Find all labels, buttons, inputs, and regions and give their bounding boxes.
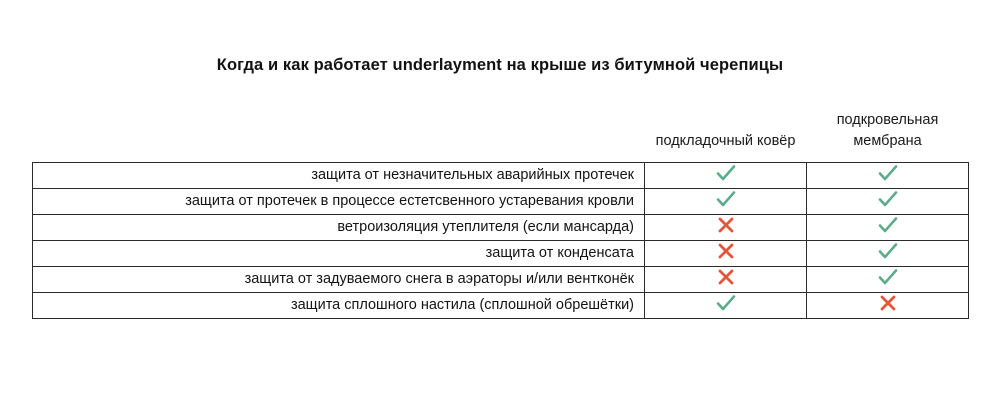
- cell-underlay-carpet: [645, 293, 807, 319]
- table-row: [33, 163, 969, 189]
- cell-underroof-membrane: [807, 267, 969, 293]
- cell-underlay-carpet: [645, 163, 807, 189]
- cross-mark-icon: [879, 294, 897, 312]
- cell-underlay-carpet: [645, 267, 807, 293]
- check-mark-icon: [716, 190, 736, 208]
- cell-underroof-membrane: [807, 163, 969, 189]
- header-underroof-membrane: подкровельная мембрана: [836, 111, 939, 149]
- cross-mark-icon: [717, 216, 735, 234]
- table-row: [33, 241, 969, 267]
- cell-underlay-carpet: [645, 189, 807, 215]
- check-mark-icon: [878, 242, 898, 260]
- table-row: [33, 215, 969, 241]
- table-row: [33, 267, 969, 293]
- cross-mark-icon: [717, 268, 735, 286]
- check-mark-icon: [878, 164, 898, 182]
- row-label: ветроизоляция утеплителя (если мансарда): [33, 215, 645, 241]
- check-mark-icon: [878, 190, 898, 208]
- row-label: защита от незначительных аварийных протечек: [33, 163, 645, 189]
- check-mark-icon: [878, 268, 898, 286]
- cell-underlay-carpet: [645, 215, 807, 241]
- header-feature-column: [33, 100, 645, 163]
- cell-underroof-membrane: [807, 189, 969, 215]
- row-label: защита от конденсата: [33, 241, 645, 267]
- table-row: [33, 293, 969, 319]
- row-label: защита от задуваемого снега в аэраторы и/или вентконёк: [33, 267, 645, 293]
- cell-underroof-membrane: [807, 293, 969, 319]
- check-mark-icon: [878, 216, 898, 234]
- check-mark-icon: [716, 294, 736, 312]
- page-title: Когда и как работает underlayment на крыше из битумной черепицы: [216, 56, 784, 74]
- row-label: защита сплошного настила (сплошной обрешётки): [33, 293, 645, 319]
- row-label: защита от протечек в процессе естетсвенного устаревания кровли: [33, 189, 645, 215]
- header-underlay-carpet: подкладочный ковёр: [655, 132, 796, 149]
- table-row: [33, 189, 969, 215]
- comparison-table: [32, 100, 969, 319]
- comparison-table-wrapper: [32, 100, 968, 319]
- cell-underlay-carpet: [645, 241, 807, 267]
- check-mark-icon: [716, 164, 736, 182]
- cell-underroof-membrane: [807, 241, 969, 267]
- cell-underroof-membrane: [807, 215, 969, 241]
- cross-mark-icon: [717, 242, 735, 260]
- table-header-row: [33, 100, 969, 163]
- table-body: [33, 163, 969, 319]
- table-header: [33, 100, 969, 163]
